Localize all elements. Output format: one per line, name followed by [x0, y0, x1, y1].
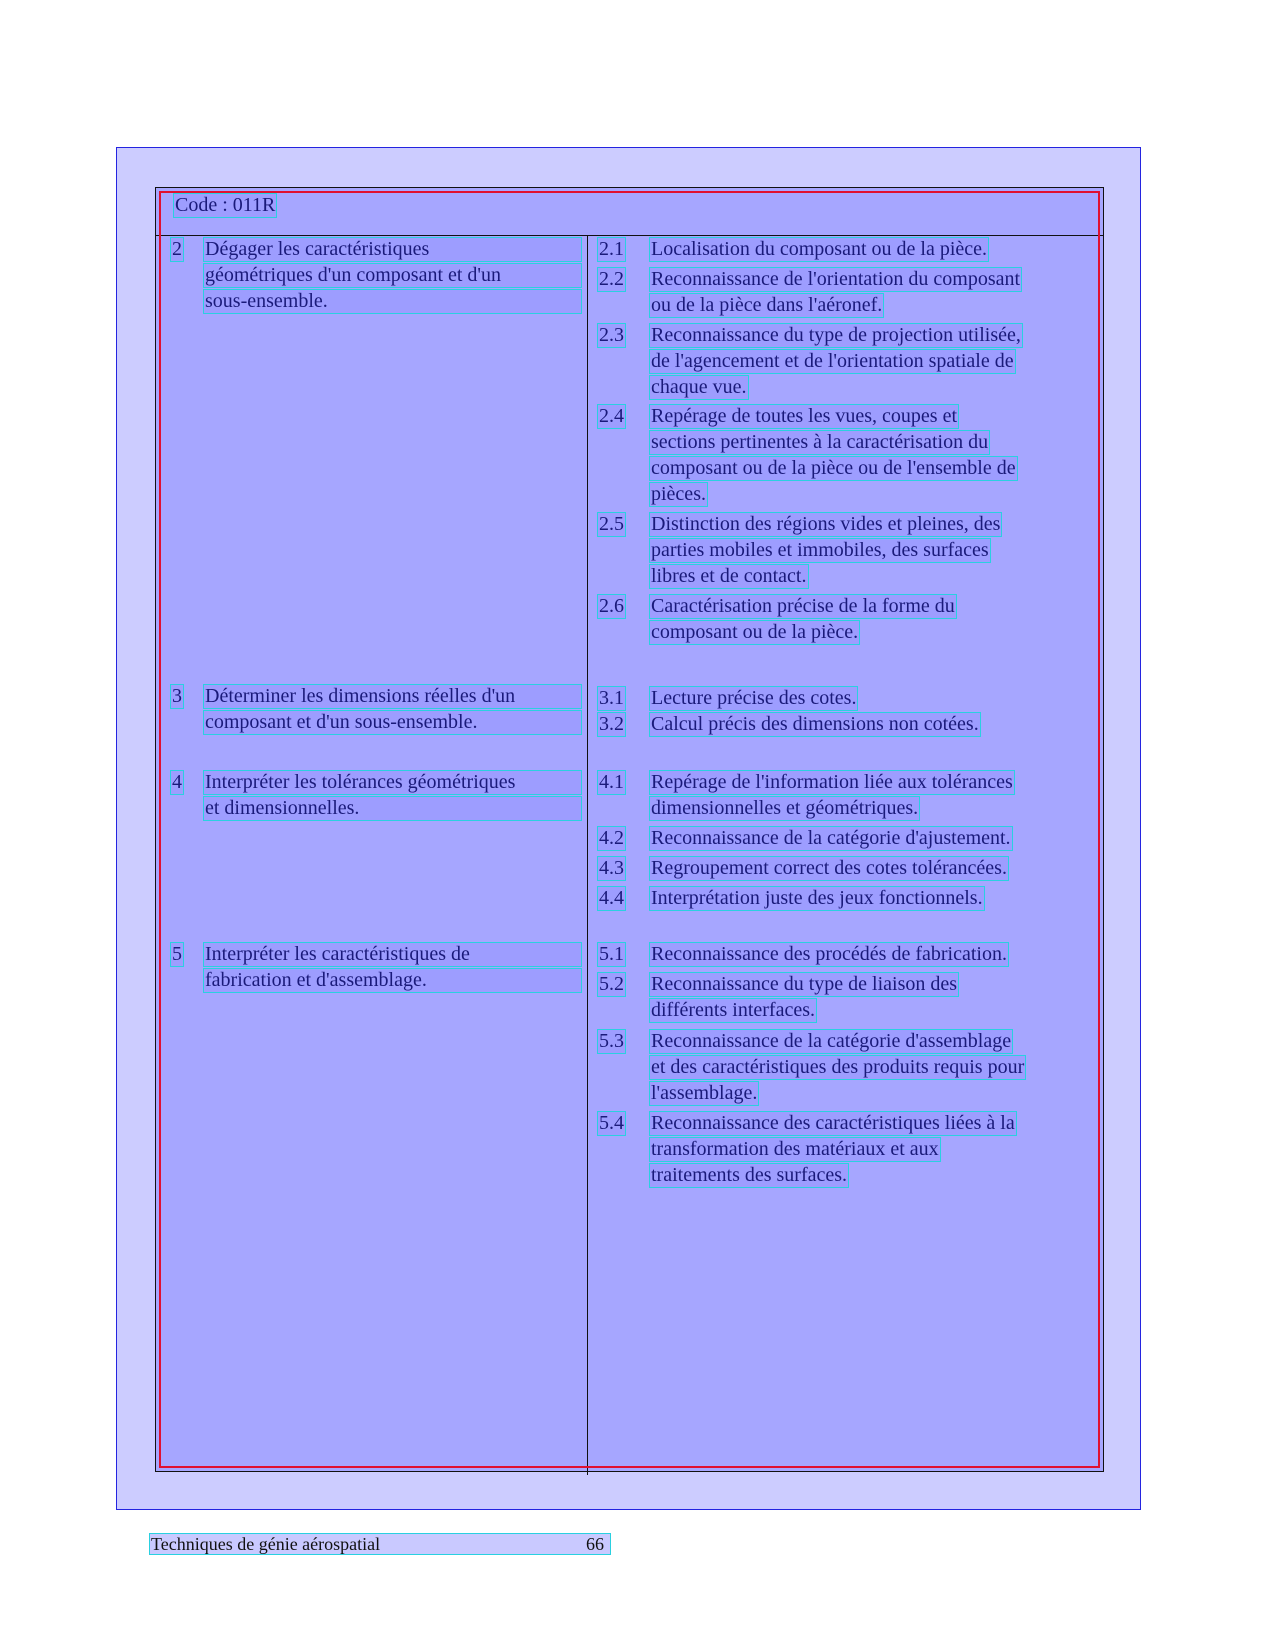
criterion-text: Reconnaissance des procédés de fabrication.	[651, 943, 1007, 965]
criterion-number: 5.3	[599, 1030, 624, 1052]
competency-element-text: composant et d'un sous-ensemble.	[204, 711, 581, 734]
criterion-text: chaque vue.	[651, 376, 747, 398]
criterion-number: 5.1	[599, 943, 624, 965]
header-separator	[155, 235, 1104, 236]
criterion-number: 5.4	[599, 1112, 624, 1134]
criterion-text: Reconnaissance de la catégorie d'assemblage	[651, 1030, 1012, 1052]
criterion-text: composant ou de la pièce ou de l'ensemble de	[651, 457, 1016, 479]
criterion-number: 2.4	[599, 405, 624, 427]
competency-element-number: 3	[172, 685, 182, 707]
criterion-number: 5.2	[599, 973, 624, 995]
criterion-text: pièces.	[651, 483, 706, 505]
competency-element-number: 4	[172, 771, 182, 793]
competency-element-text: Déterminer les dimensions réelles d'un	[204, 685, 581, 708]
criterion-text: Reconnaissance du type de projection utilisée,	[651, 324, 1021, 346]
criterion-text: Reconnaissance de l'orientation du composant	[651, 268, 1021, 290]
criterion-text: Repérage de toutes les vues, coupes et	[651, 405, 958, 427]
criterion-text: Lecture précise des cotes.	[651, 687, 857, 709]
criterion-text: différents interfaces.	[651, 999, 815, 1021]
competency-element-text: géométriques d'un composant et d'un	[204, 264, 581, 287]
competency-element-text: fabrication et d'assemblage.	[204, 969, 581, 992]
criterion-text: et des caractéristiques des produits requis pour	[651, 1056, 1025, 1078]
criterion-number: 2.3	[599, 324, 624, 346]
criterion-number: 4.4	[599, 887, 624, 909]
competency-element-number: 5	[172, 943, 182, 965]
criterion-text: Interprétation juste des jeux fonctionnels.	[651, 887, 983, 909]
criterion-text: libres et de contact.	[651, 565, 807, 587]
criterion-number: 2.5	[599, 513, 624, 535]
criterion-text: composant ou de la pièce.	[651, 621, 859, 643]
competency-element-text: Interpréter les tolérances géométriques	[204, 771, 581, 794]
competency-element-text: et dimensionnelles.	[204, 797, 581, 820]
criterion-text: de l'agencement et de l'orientation spatiale de	[651, 350, 1014, 372]
criterion-text: Repérage de l'information liée aux tolérances	[651, 771, 1013, 793]
competency-element-text: Dégager les caractéristiques	[204, 238, 581, 261]
criterion-text: Localisation du composant ou de la pièce.	[651, 238, 988, 260]
criterion-text: Regroupement correct des cotes tolérancées.	[651, 857, 1007, 879]
competency-element-text: sous-ensemble.	[204, 290, 581, 313]
criterion-text: dimensionnelles et géométriques.	[651, 797, 919, 819]
criterion-text: transformation des matériaux et aux	[651, 1138, 939, 1160]
criterion-text: Reconnaissance de la catégorie d'ajustement.	[651, 827, 1011, 849]
footer-page-number: 66	[586, 1534, 604, 1554]
criterion-text: l'assemblage.	[651, 1082, 758, 1104]
criterion-text: Reconnaissance du type de liaison des	[651, 973, 958, 995]
criterion-text: parties mobiles et immobiles, des surfaces	[651, 539, 989, 561]
criterion-text: traitements des surfaces.	[651, 1164, 848, 1186]
criterion-text: Distinction des régions vides et pleines, des	[651, 513, 1001, 535]
criterion-text: Calcul précis des dimensions non cotées.	[651, 713, 979, 735]
criterion-number: 2.6	[599, 595, 624, 617]
criterion-number: 2.2	[599, 268, 624, 290]
criterion-number: 4.3	[599, 857, 624, 879]
criterion-text: Caractérisation précise de la forme du	[651, 595, 955, 617]
criterion-text: ou de la pièce dans l'aéronef.	[651, 294, 883, 316]
criterion-text: Reconnaissance des caractéristiques liées à la	[651, 1112, 1015, 1134]
competency-element-text: Interpréter les caractéristiques de	[204, 943, 581, 966]
criterion-number: 3.1	[599, 687, 624, 709]
criterion-number: 4.2	[599, 827, 624, 849]
criterion-text: sections pertinentes à la caractérisation du	[651, 431, 989, 453]
column-divider	[587, 235, 588, 1475]
competency-element-number: 2	[172, 238, 182, 260]
footer-program: Techniques de génie aérospatial	[151, 1534, 381, 1554]
criterion-number: 3.2	[599, 713, 624, 735]
criterion-number: 2.1	[599, 238, 624, 260]
competency-code: Code : 011R	[175, 194, 276, 216]
table-header-row	[161, 193, 1098, 235]
criterion-number: 4.1	[599, 771, 624, 793]
